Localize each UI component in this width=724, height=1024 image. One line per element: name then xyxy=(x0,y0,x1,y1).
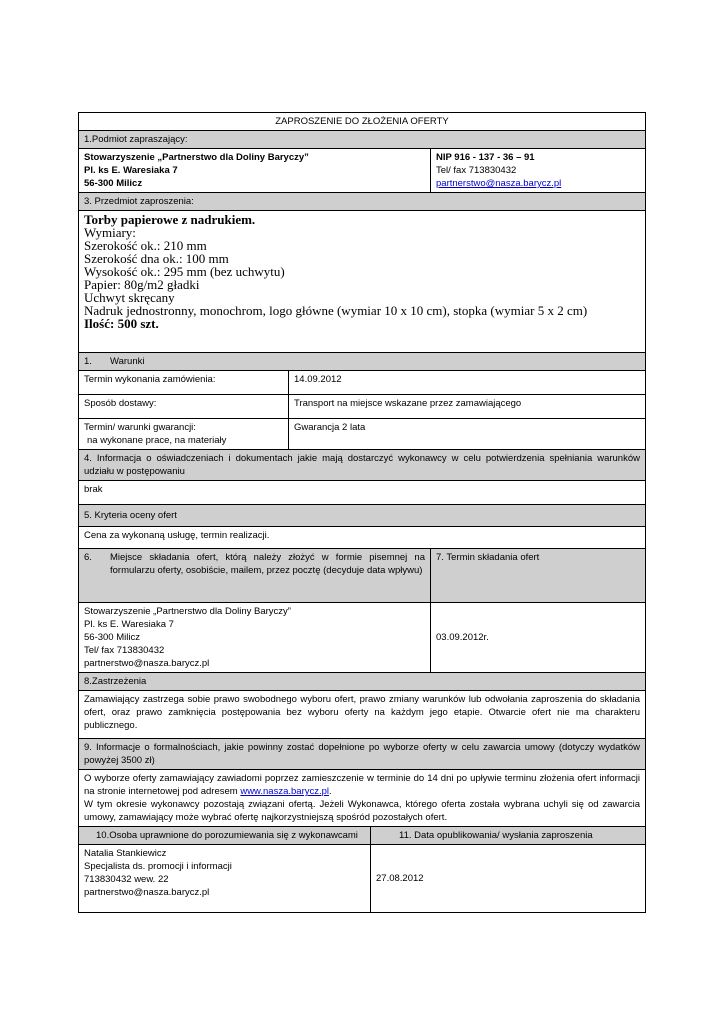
sec9-paragraph1 xyxy=(84,772,640,798)
contact-person-phone: 713830432 wew. 22 xyxy=(84,874,169,885)
sec6-address-email: partnerstwo@nasza.barycz.pl xyxy=(84,658,210,669)
sec6-7-body-row xyxy=(79,603,646,673)
sec9-body-row xyxy=(79,770,646,827)
warunki-number: 1. xyxy=(84,356,92,367)
item-line: Wymiary: xyxy=(84,225,136,240)
org-address2: 56-300 Milicz xyxy=(84,178,143,189)
sec1-contact xyxy=(431,149,646,193)
org-telfax: Tel/ fax 713830432 xyxy=(436,165,517,176)
org-email-link[interactable]: partnerstwo@nasza.barycz.pl xyxy=(436,178,562,189)
sec8-header: 8.Zastrzeżenia xyxy=(79,673,646,691)
item-title: Torby papierowe z nadrukiem. xyxy=(84,212,256,227)
sec3-header-row xyxy=(79,193,646,211)
sec7-value: 03.09.2012r. xyxy=(431,603,646,673)
website-link[interactable]: www.nasza.barycz.pl xyxy=(240,786,330,797)
sec11-value: 27.08.2012 xyxy=(371,845,646,913)
document-title: ZAPROSZENIE DO ZŁOŻENIA OFERTY xyxy=(79,113,646,131)
sec6-address-line: Stowarzyszenie „Partnerstwo dla Doliny Baryczy” xyxy=(84,606,291,617)
org-name: Stowarzyszenie „Partnerstwo dla Doliny Baryczy” xyxy=(84,152,309,163)
sec4-body-row xyxy=(79,481,646,505)
sec1-header: 1.Podmiot zapraszający: xyxy=(79,131,646,149)
warunki-label: Sposób dostawy: xyxy=(79,395,289,419)
warunki-row xyxy=(79,395,646,419)
sec8-header-row xyxy=(79,673,646,691)
sec9-p1-end: . xyxy=(329,786,332,797)
item-line: Szerokość ok.: 210 mm xyxy=(84,238,207,253)
sec6-title: Miejsce składania ofert, którą należy złożyć w formie pisemnej na formularzu oferty, osobiście, mailem, przez pocztę (decyduje data wpływu) xyxy=(110,552,425,576)
sec4-header-row xyxy=(79,450,646,481)
sec6-7-header-row xyxy=(79,549,646,603)
warunki-label-line1: Termin/ warunki gwarancji: xyxy=(84,422,196,433)
warunki-value: 14.09.2012 xyxy=(289,371,646,395)
warunki-title: Warunki xyxy=(110,356,145,367)
warunki-label xyxy=(79,419,289,450)
sec8-value: Zamawiający zastrzega sobie prawo swobodnego wyboru ofert, prawo zmiany warunków lub odwołania zaproszenia do składania ofert, oraz prawo zamknięcia postępowania bez wyboru oferty na każdym jego etapie. Otwarcie ofert nie ma charakteru publicznego. xyxy=(79,691,646,739)
sec3-item-description xyxy=(79,211,646,353)
sec6-address-line: Tel/ fax 713830432 xyxy=(84,645,165,656)
item-line: Papier: 80g/m2 gładki xyxy=(84,277,200,292)
org-nip: NIP 916 - 137 - 36 – 91 xyxy=(436,152,535,163)
sec6-address xyxy=(79,603,431,673)
sec10-11-header-row xyxy=(79,827,646,845)
item-line: Uchwyt skręcany xyxy=(84,290,175,305)
item-line: Szerokość dna ok.: 100 mm xyxy=(84,251,229,266)
warunki-header xyxy=(79,353,646,371)
sec6-header-wrap xyxy=(84,551,425,577)
contact-person-email: partnerstwo@nasza.barycz.pl xyxy=(84,887,210,898)
title-row xyxy=(79,113,646,131)
sec10-11-body-row xyxy=(79,845,646,913)
sec3-body-row xyxy=(79,211,646,353)
item-line: Nadruk jednostronny, monochrom, logo główne (wymiar 10 x 10 cm), stopka (wymiar 5 x 2 cm) xyxy=(84,303,588,318)
sec8-body-row xyxy=(79,691,646,739)
sec6-header xyxy=(79,549,431,603)
sec9-body xyxy=(79,770,646,827)
contact-person-role: Specjalista ds. promocji i informacji xyxy=(84,861,232,872)
sec6-address-line: Pl. ks E. Waresiaka 7 xyxy=(84,619,174,630)
sec6-number: 6. xyxy=(84,552,92,563)
sec9-header: 9. Informacje o formalnościach, jakie powinny zostać dopełnione po wyborze oferty w celu zawarcia umowy (dotyczy wydatków powyżej 3500 zł) xyxy=(79,739,646,770)
sec4-header: 4. Informacja o oświadczeniach i dokumentach jakie mają dostarczyć wykonawcy w celu potwierdzenia spełniania warunków udziału w postępowaniu xyxy=(79,450,646,481)
sec6-address-line: 56-300 Milicz xyxy=(84,632,140,643)
sec4-value: brak xyxy=(79,481,646,505)
item-quantity: Ilość: 500 szt. xyxy=(84,316,159,331)
sec10-title: 10.Osoba uprawnione do porozumiewania się z wykonawcami xyxy=(96,830,358,841)
contact-person-name: Natalia Stankiewicz xyxy=(84,848,167,859)
sec5-header: 5. Kryteria oceny ofert xyxy=(79,505,646,527)
sec11-header: 11. Data opublikowania/ wysłania zaproszenia xyxy=(371,827,646,845)
warunki-label-line2: na wykonane prace, na materiały xyxy=(87,435,227,446)
sec1-header-row xyxy=(79,131,646,149)
item-line: Wysokość ok.: 295 mm (bez uchwytu) xyxy=(84,264,285,279)
warunki-value: Gwarancja 2 lata xyxy=(289,419,646,450)
warunki-row xyxy=(79,419,646,450)
warunki-value: Transport na miejsce wskazane przez zamawiającego xyxy=(289,395,646,419)
warunki-header-row xyxy=(79,353,646,371)
sec7-header: 7. Termin składania ofert xyxy=(431,549,646,603)
sec5-header-row xyxy=(79,505,646,527)
warunki-label: Termin wykonania zamówienia: xyxy=(79,371,289,395)
warunki-row xyxy=(79,371,646,395)
org-address1: Pl. ks E. Waresiaka 7 xyxy=(84,165,178,176)
offer-invitation-form xyxy=(78,112,646,913)
sec5-body-row xyxy=(79,527,646,549)
sec1-body-row xyxy=(79,149,646,193)
sec10-header xyxy=(79,827,371,845)
sec5-value: Cena za wykonaną usługę, termin realizacji. xyxy=(79,527,646,549)
sec9-p1-text: O wyborze oferty zamawiający zawiadomi poprzez zamieszczenie w terminie do 14 dni po upływie terminu złożenia ofert informacji na stronie internetowej pod adresem xyxy=(84,773,640,797)
sec10-contact xyxy=(79,845,371,913)
sec9-paragraph2: W tym okresie wykonawcy pozostają związani ofertą. Jeżeli Wykonawca, którego oferta została wybrana uchyli się od zawarcia umowy, zamawiający może wybrać ofertę najkorzystniejszą spośród pozostałych ofert. xyxy=(84,799,640,823)
sec1-organization xyxy=(79,149,431,193)
sec9-header-row xyxy=(79,739,646,770)
sec3-header: 3. Przedmiot zaproszenia: xyxy=(79,193,646,211)
